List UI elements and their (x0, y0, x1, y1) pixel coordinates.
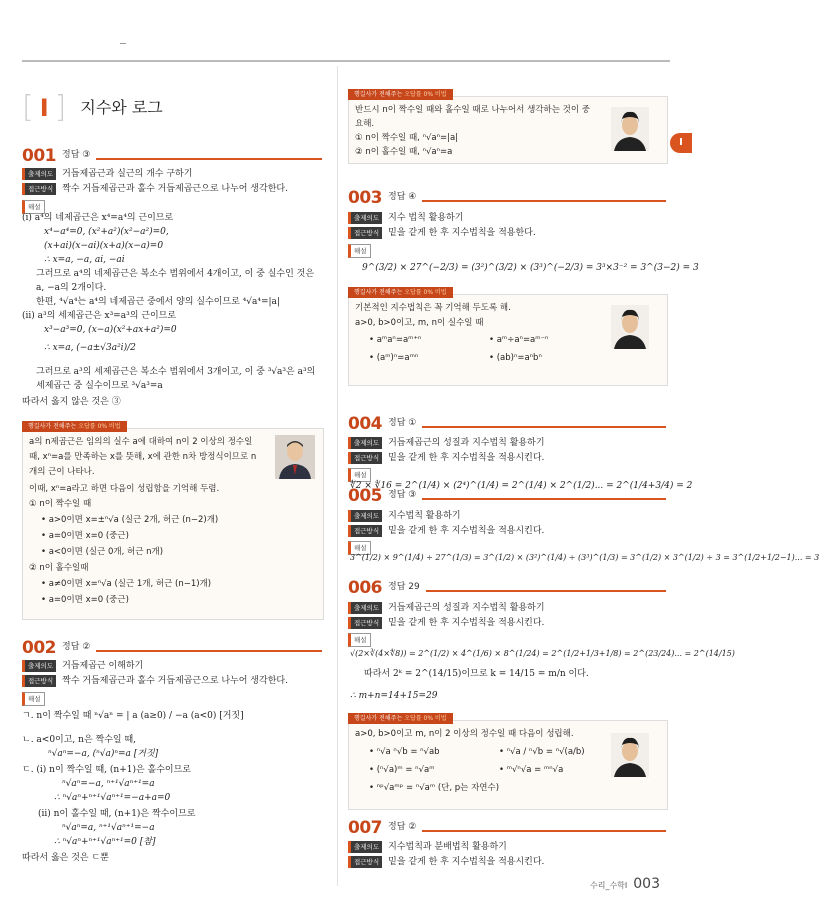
tip-box-001 (22, 423, 324, 620)
solution-line: ⁿ√aⁿ=a, ⁿ⁺¹√aⁿ⁺¹=−a (62, 823, 155, 833)
tip-line: • a>0이면 x=±ⁿ√a (실근 2개, 허근 (n−2)개) (41, 515, 219, 525)
header-underline (422, 200, 666, 202)
approach-tag: 접근방식 (348, 617, 382, 629)
tip-line: 이때, xⁿ=a라고 하면 다음이 성립함을 기억해 두렴. (29, 484, 220, 494)
tip-line: 기본적인 지수법칙은 꼭 기억해 두도록 해. (355, 303, 511, 313)
solution-tag: 해설 (22, 692, 45, 706)
question-number: 004 (348, 414, 382, 434)
tip-line: • (ab)ⁿ=aⁿbⁿ (489, 353, 542, 363)
answer-label: 정답 29 (388, 582, 420, 593)
intent-tag: 출제의도 (348, 212, 382, 224)
intent-text: 거듭제곱근과 실근의 개수 구하기 (62, 169, 193, 179)
approach-text: 밑을 같게 한 후 지수법칙을 적용시킨다. (388, 618, 545, 628)
approach-text: 밑을 같게 한 후 지수법칙을 적용시킨다. (388, 453, 545, 463)
solution-line: ⁿ√aⁿ=−a, ⁿ⁺¹√aⁿ⁺¹=a (62, 779, 155, 789)
question-number: 006 (348, 578, 382, 598)
question-number: 001 (22, 146, 56, 166)
solution-tag: 해설 (348, 244, 371, 258)
solution-line: x⁴−a⁴=0, (x²+a²)(x²−a²)=0, (44, 227, 169, 237)
answer-label: 정답 ① (388, 418, 417, 429)
answer-label: 정답 ④ (388, 192, 417, 203)
page-number: 003 (633, 876, 660, 892)
solution-line: ⁿ√aⁿ=−a, (ⁿ√a)ⁿ=a [거짓] (48, 749, 159, 759)
answer-label: 정답 ③ (62, 150, 91, 161)
tip-line: • ⁿ√a / ⁿ√b = ⁿ√(a/b) (499, 747, 585, 757)
intent-text: 거듭제곱근의 성질과 지수법칙 활용하기 (388, 438, 545, 448)
tip-line: • ⁿᵖ√aᵐᵖ = ⁿ√aᵐ (단, p는 자연수) (369, 783, 500, 793)
answer-label: 정답 ③ (388, 490, 417, 501)
solution-tag: 해설 (348, 633, 371, 647)
intent-row (348, 437, 545, 451)
bracket-right: ] (54, 90, 67, 125)
tip-line: a의 n제곱근은 임의의 실수 a에 대하여 n이 2 이상의 정수일 (29, 437, 253, 447)
solution-line: 따라서 2ᵏ = 2^(14/15)이므로 k = 14/15 = m/n 이다. (364, 669, 589, 679)
approach-tag: 접근방식 (348, 856, 382, 868)
footer-title: 수리_수학Ⅰ (589, 881, 628, 890)
solution-conclusion: 따라서 옳은 것은 ㄷ뿐 (22, 853, 109, 863)
approach-row (348, 452, 544, 466)
approach-row (348, 525, 544, 539)
solution-line: ㄱ. n이 짝수일 때 ⁿ√aⁿ = | a (a≥0) / −a (a<0) [거짓] (22, 711, 244, 721)
tip-line: 요해. (355, 119, 375, 129)
solution-line: √(2×∛(4×∜8)) = 2^(1/2) × 4^(1/6) × 8^(1/24) = 2^(1/2+1/3+1/8) = 2^(23/24)... = 2^(14/15) (350, 649, 735, 658)
intent-text: 지수법칙과 분배법칙 활용하기 (388, 842, 507, 852)
solution-line: ∴ ⁿ√aⁿ+ⁿ⁺¹√aⁿ⁺¹=0 [참] (54, 837, 156, 847)
question-005-header (348, 488, 666, 505)
approach-text: 밑을 같게 한 후 지수법칙을 적용한다. (388, 228, 536, 238)
approach-row (22, 675, 288, 689)
header-underline (96, 158, 322, 160)
tip-line: 때, xⁿ=a를 만족하는 x를 뜻해, x에 관한 n차 방정식이므로 n (29, 452, 257, 462)
header-rule (22, 60, 670, 62)
tip-box-003 (348, 289, 668, 386)
approach-tag: 접근방식 (22, 675, 56, 687)
tip-line: ① n이 짝수일 때, ⁿ√aⁿ=|a| (355, 133, 459, 143)
tip-line: a>0, b>0이고 m, n이 2 이상의 정수일 때 다음이 성립해. (355, 729, 574, 739)
tip-box-002 (348, 91, 668, 164)
solution-line: (x+ai)(x−ai)(x+a)(x−a)=0 (44, 241, 164, 251)
solution-line: 한편, ⁴√a⁴는 a⁴의 네제곱근 중에서 양의 실수이므로 ⁴√a⁴=|a| (36, 297, 280, 307)
question-006-header (348, 580, 666, 597)
approach-tag: 접근방식 (348, 227, 382, 239)
intent-tag: 출제의도 (22, 660, 56, 672)
tip-box-label: 행길사가 전해주는 오답률 0% 비법 (22, 421, 127, 432)
approach-tag: 접근방식 (348, 525, 382, 537)
approach-row (348, 617, 544, 631)
solution-conclusion: 따라서 옳지 않은 것은 ③ (22, 397, 121, 407)
tip-line: ① n이 짝수일 때 (29, 499, 92, 509)
teacher-photo (275, 435, 315, 479)
chapter-side-tab[interactable]: I (670, 133, 692, 153)
intent-text: 지수 법칙 활용하기 (388, 213, 464, 223)
header-underline (422, 498, 666, 500)
solution-line: ∴ x=a, −a, ai, −ai (44, 255, 125, 265)
solution-line: a, −a의 2개이다. (36, 283, 107, 293)
approach-tag: 접근방식 (22, 183, 56, 195)
approach-row (22, 183, 288, 197)
question-004-header (348, 416, 666, 433)
solution-row (22, 692, 45, 706)
approach-text: 짝수 거듭제곱근과 홀수 거듭제곱근으로 나누어 생각한다. (62, 676, 288, 686)
tip-line: 개의 근이 나타나. (29, 467, 95, 477)
page-footer (590, 874, 660, 896)
tip-line: • ᵐ√ⁿ√a = ᵐⁿ√a (499, 765, 564, 775)
chapter-number: I (39, 94, 49, 122)
tip-line: • aᵐ÷aⁿ=aᵐ⁻ⁿ (489, 335, 549, 345)
intent-tag: 출제의도 (348, 437, 382, 449)
solution-line: x³−a³=0, (x−a)(x²+ax+a²)=0 (44, 325, 177, 335)
intent-text: 지수법칙 활용하기 (388, 511, 461, 521)
question-number: 007 (348, 818, 382, 838)
tip-box-label: 행길사가 전해주는 오답률 0% 비법 (348, 713, 453, 724)
intent-tag: 출제의도 (22, 168, 56, 180)
solution-line: ㄷ. (i) n이 짝수일 때, (n+1)은 홀수이므로 (22, 765, 191, 775)
answer-label: 정답 ② (388, 822, 417, 833)
solution-line: (ii) n이 홀수일 때, (n+1)은 짝수이므로 (38, 809, 196, 819)
question-001-header (22, 148, 322, 165)
solution-line: 세제곱근 중 실수이므로 ³√a³=a (36, 381, 163, 391)
solution-row (348, 633, 371, 647)
solution-conclusion: ∴ m+n=14+15=29 (350, 691, 438, 701)
tip-line: ② n이 홀수일때 (29, 563, 89, 573)
intent-row (348, 602, 545, 616)
tip-line: • a≠0이면 x=ⁿ√a (실근 1개, 허근 (n−1)개) (41, 579, 212, 589)
intent-row (348, 841, 507, 855)
approach-tag: 접근방식 (348, 452, 382, 464)
tip-line: • ⁿ√a ⁿ√b = ⁿ√ab (369, 747, 440, 757)
tip-line: • a=0이면 x=0 (중근) (41, 595, 129, 605)
intent-row (348, 510, 461, 524)
solution-tag: 해설 (22, 200, 45, 214)
question-007-header (348, 820, 666, 837)
tip-line: 반드시 n이 짝수일 때와 홀수일 때로 나누어서 생각하는 것이 중 (355, 105, 590, 115)
solution-tag: 해설 (348, 468, 371, 482)
question-number: 003 (348, 188, 382, 208)
intent-tag: 출제의도 (348, 841, 382, 853)
intent-text: 거듭제곱근 이해하기 (62, 661, 144, 671)
question-002-header (22, 640, 322, 657)
chapter-title: 지수와 로그 (80, 97, 163, 117)
solution-tag: 해설 (348, 541, 371, 555)
top-mark (120, 43, 126, 44)
header-underline (96, 650, 322, 652)
tip-line: • (aᵐ)ⁿ=aᵐⁿ (369, 353, 419, 363)
chapter-heading (22, 90, 163, 125)
solution-line: (ii) a³의 세제곱근은 x³=a³의 근이므로 (22, 311, 177, 321)
header-underline (426, 590, 666, 592)
intent-tag: 출제의도 (348, 602, 382, 614)
tip-line: • a=0이면 x=0 (중근) (41, 531, 129, 541)
approach-text: 밑을 같게 한 후 지수법칙을 적용시킨다. (388, 526, 545, 536)
approach-row (348, 227, 536, 241)
intent-text: 거듭제곱근의 성질과 지수법칙 활용하기 (388, 603, 545, 613)
solution-line: 9^(3/2) × 27^(−2/3) = (3²)^(3/2) × (3³)^(−2/3) = 3³×3⁻² = 3^(3−2) = 3 (362, 263, 699, 273)
tip-line: • (ⁿ√a)ᵐ = ⁿ√aᵐ (369, 765, 435, 775)
approach-text: 밑을 같게 한 후 지수법칙을 적용시킨다. (388, 857, 545, 867)
teacher-photo (611, 733, 649, 777)
tip-line: ② n이 홀수일 때, ⁿ√aⁿ=a (355, 147, 453, 157)
teacher-photo (611, 107, 649, 151)
tip-line: • aᵐaⁿ=aᵐ⁺ⁿ (369, 335, 422, 345)
solution-row (348, 244, 371, 258)
intent-row (22, 660, 143, 674)
header-underline (422, 426, 666, 428)
solution-line: ∜2 × ∜16 = 2^(1/4) × (2⁴)^(1/4) = 2^(1/4) × 2^(1/2)... = 2^(1/4+3/4) = 2 (350, 481, 693, 491)
tip-box-006 (348, 715, 668, 810)
solution-line: 그러므로 a⁴의 네제곱근은 복소수 범위에서 4개이고, 이 중 실수인 것은 (36, 269, 315, 279)
intent-row (348, 212, 463, 226)
solution-line: ∴ x=a, (−a±√3a²i)/2 (44, 343, 136, 353)
approach-text: 짝수 거듭제곱근과 홀수 거듭제곱근으로 나누어 생각한다. (62, 184, 288, 194)
question-number: 002 (22, 638, 56, 658)
tip-line: • a<0이면 (실근 0개, 허근 n개) (41, 547, 164, 557)
teacher-photo (611, 305, 649, 349)
tip-box-label: 행길사가 전해주는 오답률 0% 비법 (348, 89, 453, 100)
approach-row (348, 856, 544, 870)
answer-label: 정답 ② (62, 642, 91, 653)
solution-line: 그러므로 a³의 세제곱근은 복소수 범위에서 3개이고, 이 중 ³√a³은 a³의 (36, 367, 316, 377)
intent-tag: 출제의도 (348, 510, 382, 522)
tip-line: a>0, b>0이고, m, n이 실수일 때 (355, 318, 484, 328)
bracket-left: [ (22, 90, 34, 125)
solution-line: ∴ ⁿ√aⁿ+ⁿ⁺¹√aⁿ⁺¹=−a+a=0 (54, 793, 171, 803)
tip-box-label: 행길사가 전해주는 오답률 0% 비법 (348, 287, 453, 298)
question-003-header (348, 190, 666, 207)
column-divider (337, 66, 338, 886)
intent-row (22, 168, 192, 182)
solution-line: (i) a⁴의 네제곱근은 x⁴=a⁴의 근이므로 (22, 213, 174, 223)
header-underline (422, 830, 666, 832)
solution-line: ㄴ. a<0이고, n은 짝수일 때, (22, 735, 137, 745)
question-number: 005 (348, 486, 382, 506)
solution-line: 3^(1/2) × 9^(1/4) ÷ 27^(1/3) = 3^(1/2) × (3²)^(1/4) ÷ (3³)^(1/3) = 3^(1/2) × 3^(1/2) ÷ 3 = 3^(1/2+1/2−1)... = 3 (350, 553, 819, 562)
